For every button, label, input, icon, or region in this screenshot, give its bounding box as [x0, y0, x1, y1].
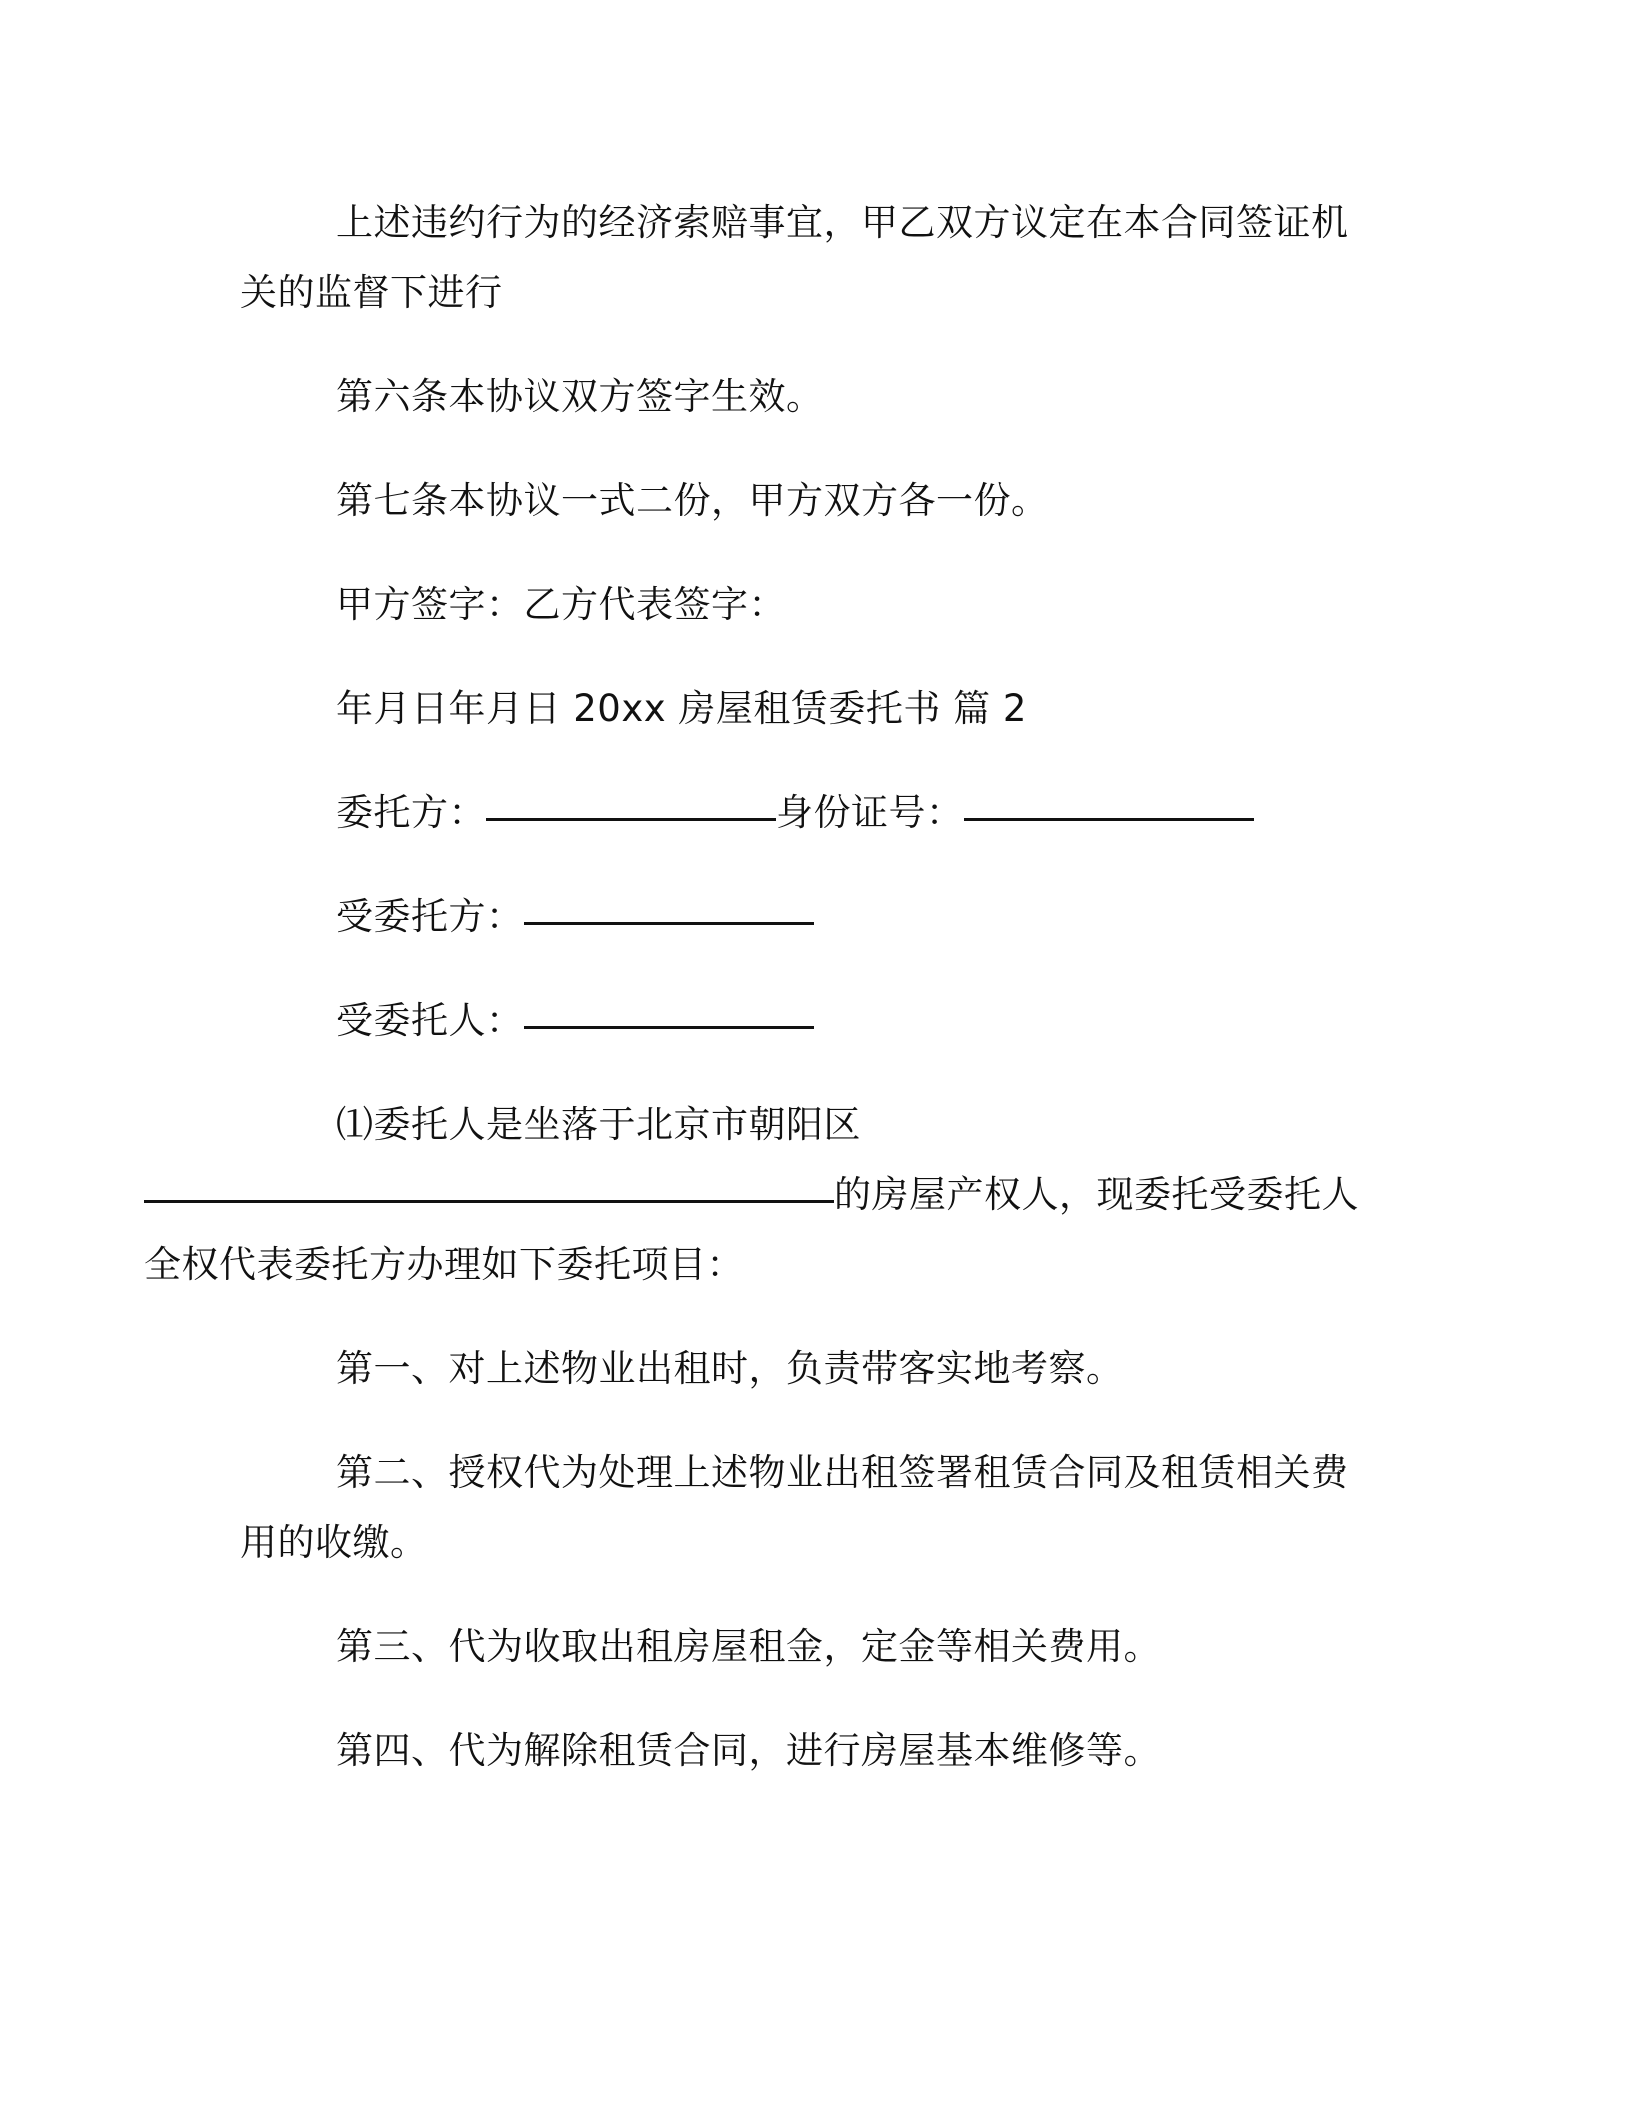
paragraph-item-two: 第二、授权代为处理上述物业出租签署租赁合同及租赁相关费用的收缴。: [240, 1451, 1349, 1564]
principal-label: 委托方：: [336, 791, 486, 834]
paragraph-property-owner: [144, 1090, 1370, 1300]
paragraph-signatures: 甲方签字：乙方代表签字：: [336, 583, 786, 626]
agent-person-label: 受委托人：: [336, 999, 524, 1042]
agent-party-label: 受委托方：: [336, 895, 524, 938]
property-location-text: ⑴委托人是坐落于北京市朝阳区: [336, 1103, 861, 1146]
agent-party-blank-line: [524, 921, 814, 925]
property-owner-text: 的房屋产权人，现委托受委托人全权代表委托方办理如下委托项目：: [144, 1173, 1359, 1286]
paragraph-agent-person-line: [240, 986, 1370, 1056]
property-address-wrap: [144, 1160, 1370, 1300]
paragraph-breach-compensation: 上述违约行为的经济索赔事宜，甲乙双方议定在本合同签证机关的监督下进行: [240, 201, 1349, 314]
paragraph-principal-line: [240, 778, 1370, 848]
property-address-blank-line: [144, 1199, 834, 1203]
paragraph-agent-party-line: [240, 882, 1370, 952]
paragraph-article-six: 第六条本协议双方签字生效。: [336, 375, 824, 418]
paragraph-item-four: 第四、代为解除租赁合同，进行房屋基本维修等。: [336, 1729, 1161, 1772]
agent-person-blank-line: [524, 1025, 814, 1029]
id-number-blank-line: [964, 817, 1254, 821]
document-body: [144, 188, 1370, 1820]
paragraph-item-one: 第一、对上述物业出租时，负责带客实地考察。: [336, 1347, 1124, 1390]
id-number-label: 身份证号：: [776, 791, 964, 834]
principal-blank-line: [486, 817, 776, 821]
paragraph-item-three: 第三、代为收取出租房屋租金，定金等相关费用。: [336, 1625, 1161, 1668]
paragraph-date-and-section-title: 年月日年月日 20xx 房屋租赁委托书 篇 2: [336, 687, 1027, 730]
paragraph-article-seven: 第七条本协议一式二份，甲方双方各一份。: [336, 479, 1049, 522]
